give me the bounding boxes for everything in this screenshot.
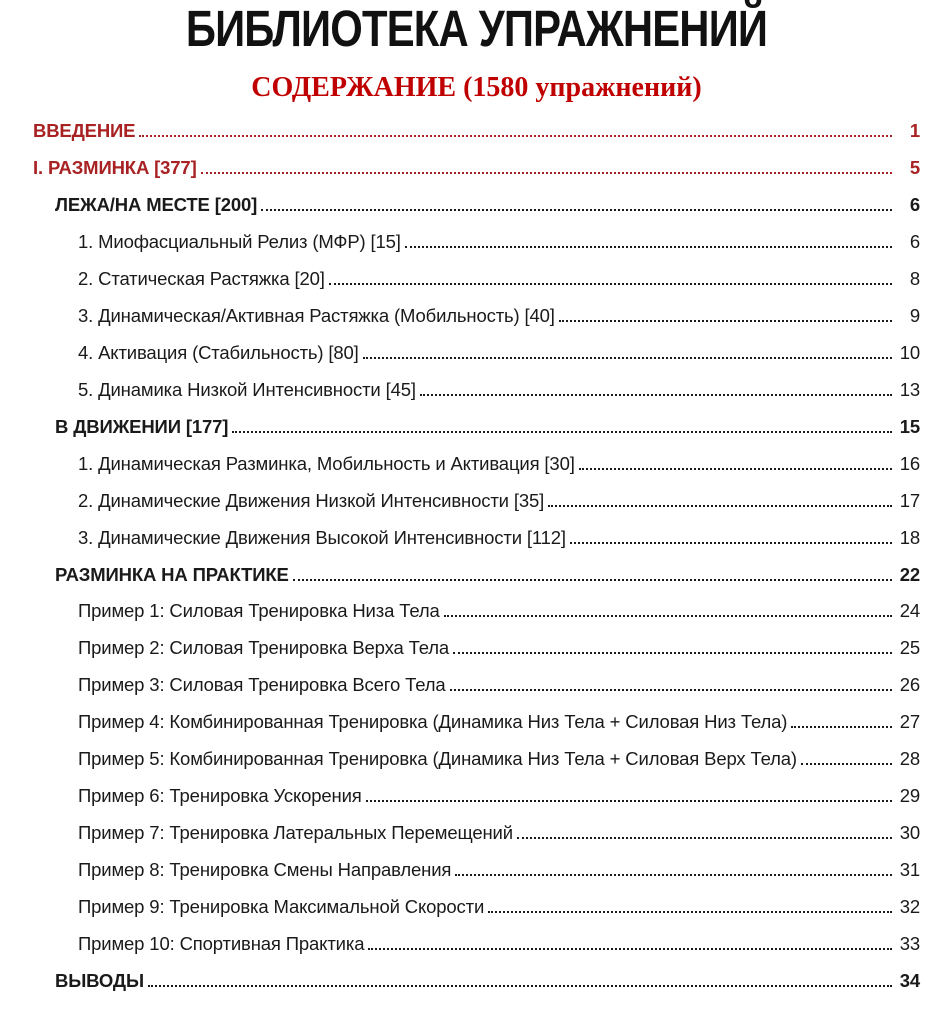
dot-leader <box>420 393 892 396</box>
dot-leader <box>801 762 892 765</box>
toc-entry-label: ВЫВОДЫ <box>55 969 144 991</box>
toc-page-number: 34 <box>899 969 920 991</box>
toc-entry[interactable] <box>33 446 920 483</box>
toc-entry[interactable] <box>33 224 920 261</box>
toc-page-number: 6 <box>909 194 920 216</box>
toc-entry[interactable] <box>33 150 920 187</box>
toc-entry-label: 3. Динамические Движения Высокой Интенсивности [112] <box>78 526 566 548</box>
toc-entry[interactable] <box>33 963 920 1000</box>
toc-entry-label: 4. Активация (Стабильность) [80] <box>78 341 359 363</box>
toc-entry[interactable] <box>33 704 920 741</box>
toc-page-number: 10 <box>899 341 920 363</box>
toc-heading: СОДЕРЖАНИЕ (1580 упражнений) <box>251 72 702 104</box>
toc-entry-label: 5. Динамика Низкой Интенсивности [45] <box>78 378 416 400</box>
dot-leader <box>201 171 892 174</box>
dot-leader <box>329 282 892 285</box>
dot-leader <box>517 836 892 839</box>
toc-entry-label: Пример 10: Спортивная Практика <box>78 932 365 954</box>
dot-leader <box>559 319 892 322</box>
toc-page-number: 9 <box>909 304 920 326</box>
dot-leader <box>450 688 892 691</box>
dot-leader <box>148 984 892 987</box>
toc-entry[interactable] <box>33 335 920 372</box>
toc-entry[interactable] <box>33 741 920 778</box>
toc-page-number: 30 <box>899 822 920 844</box>
toc-entry-label: Пример 6: Тренировка Ускорения <box>78 785 362 807</box>
toc-entry[interactable] <box>33 667 920 704</box>
toc-page-number: 17 <box>899 489 920 511</box>
toc-entry-label: 2. Динамические Движения Низкой Интенсивности [35] <box>78 489 545 511</box>
toc-page-number: 25 <box>899 637 920 659</box>
dot-leader <box>405 245 892 248</box>
toc-entry-label: РАЗМИНКА НА ПРАКТИКЕ <box>55 563 289 585</box>
toc-entry-label: 3. Динамическая/Активная Растяжка (Мобильность) [40] <box>78 304 555 326</box>
toc-entry[interactable] <box>33 113 920 150</box>
toc-entry[interactable] <box>33 261 920 298</box>
toc-entry[interactable] <box>33 630 920 667</box>
toc-page-number: 13 <box>899 378 920 400</box>
dot-leader <box>453 651 892 654</box>
toc-page-number: 29 <box>899 785 920 807</box>
toc-entry[interactable] <box>33 483 920 520</box>
dot-leader <box>579 467 892 470</box>
dot-leader <box>455 873 892 876</box>
toc-entry[interactable] <box>33 557 920 594</box>
dot-leader <box>293 578 892 581</box>
toc-page-number: 32 <box>899 895 920 917</box>
dot-leader <box>368 947 892 950</box>
toc-entry[interactable] <box>33 852 920 889</box>
toc-entry-label: В ДВИЖЕНИИ [177] <box>55 415 229 437</box>
toc-entry[interactable] <box>33 298 920 335</box>
toc-entry[interactable] <box>33 409 920 446</box>
toc-entry[interactable] <box>33 593 920 630</box>
dot-leader <box>570 541 892 544</box>
toc-entry-label: ВВЕДЕНИЕ <box>33 120 136 142</box>
dot-leader <box>488 910 892 913</box>
toc-entry-label: Пример 5: Комбинированная Тренировка (Динамика Низ Тела + Силовая Верх Тела) <box>78 748 797 770</box>
toc-entry-label: Пример 3: Силовая Тренировка Всего Тела <box>78 674 446 696</box>
toc-entry[interactable] <box>33 778 920 815</box>
toc-page-number: 22 <box>899 563 920 585</box>
toc-page-number: 24 <box>899 600 920 622</box>
toc-entry[interactable] <box>33 889 920 926</box>
dot-leader <box>366 799 892 802</box>
toc-entry[interactable] <box>33 372 920 409</box>
toc-page-number: 31 <box>899 859 920 881</box>
toc-entry[interactable] <box>33 520 920 557</box>
toc-entry-label: Пример 8: Тренировка Смены Направления <box>78 859 452 881</box>
toc-entry-label: ЛЕЖА/НА МЕСТЕ [200] <box>55 194 258 216</box>
toc-entry[interactable] <box>33 815 920 852</box>
toc-page-number: 28 <box>899 748 920 770</box>
toc-entry-label: Пример 9: Тренировка Максимальной Скорости <box>78 895 485 917</box>
toc-page-number: 27 <box>899 711 920 733</box>
toc-entry-label: 1. Динамическая Разминка, Мобильность и Активация [30] <box>78 452 575 474</box>
toc-entry-label: Пример 7: Тренировка Латеральных Перемещений <box>78 822 513 844</box>
toc-page-number: 5 <box>909 157 920 179</box>
toc-page-number: 18 <box>899 526 920 548</box>
toc-entry-label: 2. Статическая Растяжка [20] <box>78 268 325 290</box>
toc-entry-label: Пример 2: Силовая Тренировка Верха Тела <box>78 637 450 659</box>
dot-leader <box>444 614 892 617</box>
dot-leader <box>363 356 892 359</box>
dot-leader <box>548 504 892 507</box>
dot-leader <box>791 725 892 728</box>
toc-page-number: 16 <box>899 452 920 474</box>
toc-page-number: 26 <box>899 674 920 696</box>
toc-page-number: 15 <box>899 415 920 437</box>
toc-entry-label: Пример 1: Силовая Тренировка Низа Тела <box>78 600 440 622</box>
toc-entry-label: 1. Миофасциальный Релиз (МФР) [15] <box>78 231 401 253</box>
toc-entry[interactable] <box>33 926 920 963</box>
dot-leader <box>232 430 892 433</box>
toc-page-number: 6 <box>909 231 920 253</box>
toc-page-number: 8 <box>909 268 920 290</box>
toc-entry-label: I. РАЗМИНКА [377] <box>33 157 197 179</box>
page-title: БИБЛИОТЕКА УПРАЖНЕНИЙ <box>185 0 768 57</box>
toc-entry[interactable] <box>33 187 920 224</box>
toc-page-number: 33 <box>899 932 920 954</box>
dot-leader <box>139 134 892 137</box>
dot-leader <box>261 208 892 211</box>
toc-entry-label: Пример 4: Комбинированная Тренировка (Динамика Низ Тела + Силовая Низ Тела) <box>78 711 788 733</box>
toc-page-number: 1 <box>909 120 920 142</box>
table-of-contents <box>33 113 920 1000</box>
